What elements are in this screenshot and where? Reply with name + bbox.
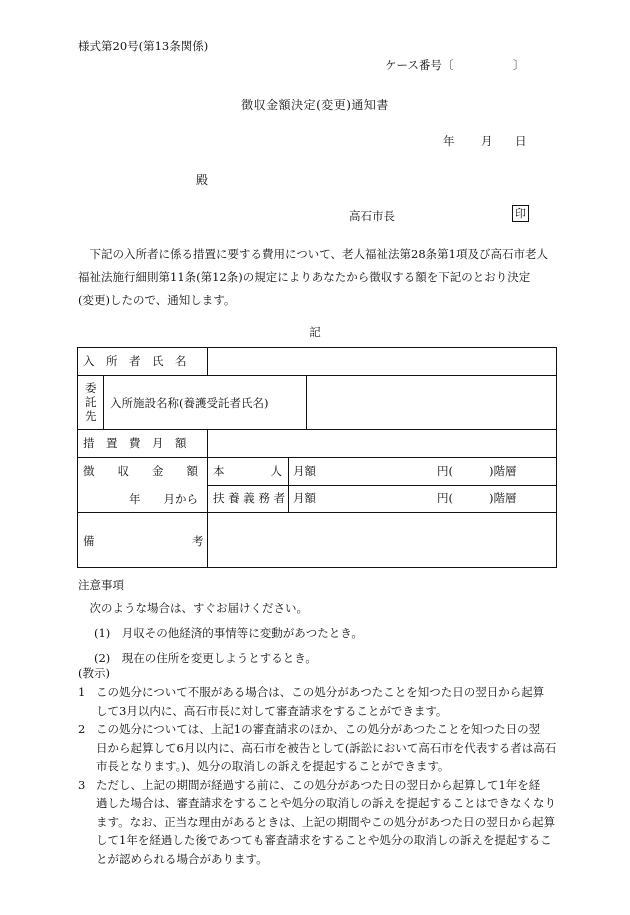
monthly-label: 月額	[293, 491, 316, 505]
tier-label: )階層	[489, 491, 517, 505]
form-number: 様式第20号(第13条関係)	[78, 39, 209, 53]
collection-amount-label: 徴 収 金 額	[83, 464, 198, 478]
entrust-char: 託	[85, 395, 97, 409]
case-number-close: 〕	[513, 58, 525, 72]
resident-name-label: 入 所 者 氏 名	[83, 354, 187, 368]
table-divider	[77, 375, 557, 376]
table-divider	[207, 347, 208, 375]
notes-section	[78, 575, 558, 668]
instruction-line: して3月以内に、高石市長に対して審査請求をすることができます。	[96, 703, 448, 718]
instruction-line: この処分については、上記1の審査請求のほか、この処分があつたことを知つた日の翌	[96, 722, 541, 736]
instruction-line: して1年を経過した後であつても審査請求をすることや処分の取消しの訴えを提起するこ	[96, 833, 552, 847]
body-line: 福祉法施行細則第11条(第12条)の規定によりあなたから徴収する額を下記のとおり決定	[78, 270, 531, 284]
remarks-label-left: 備	[83, 534, 95, 548]
date-year: 年	[443, 134, 455, 148]
instruction-item	[78, 683, 558, 720]
from-month-label: 年 月から	[129, 492, 198, 506]
table-divider	[77, 512, 557, 513]
tier-label: )階層	[489, 464, 517, 478]
table-divider	[306, 375, 307, 429]
fee-table	[77, 347, 557, 567]
table-divider	[207, 429, 208, 567]
self-label: 本 人	[213, 464, 282, 478]
facility-name-label: 入所施設名称(養護受託者氏名)	[110, 396, 269, 410]
notes-item: (2) 現在の住所を変更しようとするとき。	[94, 651, 317, 665]
table-divider	[207, 485, 557, 486]
monthly-label: 月額	[293, 464, 316, 478]
body-paragraph	[78, 243, 558, 312]
instruction-line: ます。なお、正当な理由があるときは、上記の期間やこの処分があつた日の翌日から起算	[96, 814, 556, 829]
instruction-item	[78, 776, 558, 869]
instruction-line: 市長となります。)、処分の取消しの訴えを提起することができます。	[96, 759, 450, 773]
notes-intro: 次のような場合は、すぐお届けください。	[78, 601, 308, 615]
entrust-label	[85, 381, 99, 423]
table-divider	[77, 457, 557, 458]
issuer-name: 高石市長	[349, 209, 395, 223]
table-border	[77, 347, 78, 568]
entrust-char: 委	[85, 381, 97, 395]
table-divider	[103, 375, 104, 429]
table-border	[77, 347, 557, 348]
date-day: 日	[515, 134, 527, 148]
table-border	[77, 567, 557, 568]
entrust-char: 先	[85, 409, 97, 423]
instruction-heading: (教示)	[78, 666, 110, 680]
instruction-line: とが認められる場合があります。	[96, 851, 268, 866]
instruction-line: この処分について不服がある場合は、この処分があつたことを知つた日の翌日から起算	[96, 685, 545, 699]
yen-label: 円(	[437, 491, 453, 505]
addressee-suffix: 殿	[196, 173, 209, 187]
instruction-line: ただし、上記の期間が経過する前に、この処分があつた日の翌日から起算して1年を経	[96, 777, 541, 792]
document-title: 徴収金額決定(変更)通知書	[241, 98, 389, 112]
case-number-label: ケース番号〔	[385, 58, 454, 72]
dependent-label: 扶 養 義 務 者	[213, 491, 286, 505]
table-divider	[288, 457, 289, 512]
seal-mark: 印	[512, 205, 529, 222]
body-line: 下記の入所者に係る措置に要する費用について、老人福祉法第28条第1項及び高石市老人	[78, 247, 548, 261]
instruction-number: 3	[78, 777, 86, 792]
body-line: (変更)したので、通知します。	[78, 293, 236, 307]
instruction-line: 日から起算して6月以内に、高石市を被告として(訴訟において高石市を代表する者は高石	[96, 740, 557, 755]
remarks-label-right: 考	[192, 534, 204, 548]
instruction-section	[78, 664, 558, 868]
table-border	[556, 347, 557, 568]
instruction-item	[78, 720, 558, 776]
notes-heading: 注意事項	[78, 578, 124, 592]
date-month: 月	[481, 134, 493, 148]
table-divider	[77, 429, 557, 430]
yen-label: 円(	[437, 464, 453, 478]
measure-fee-label: 措 置 費 月 額	[83, 436, 187, 450]
instruction-line: 過した場合は、審査請求をすることや処分の取消しの訴えを提起することはできなくなり	[96, 796, 556, 810]
ki-heading: 記	[309, 325, 321, 339]
notes-item: (1) 月収その他経済的事情等に変動があつたとき。	[94, 626, 363, 640]
instruction-number: 1	[78, 685, 86, 699]
instruction-number: 2	[78, 722, 86, 736]
